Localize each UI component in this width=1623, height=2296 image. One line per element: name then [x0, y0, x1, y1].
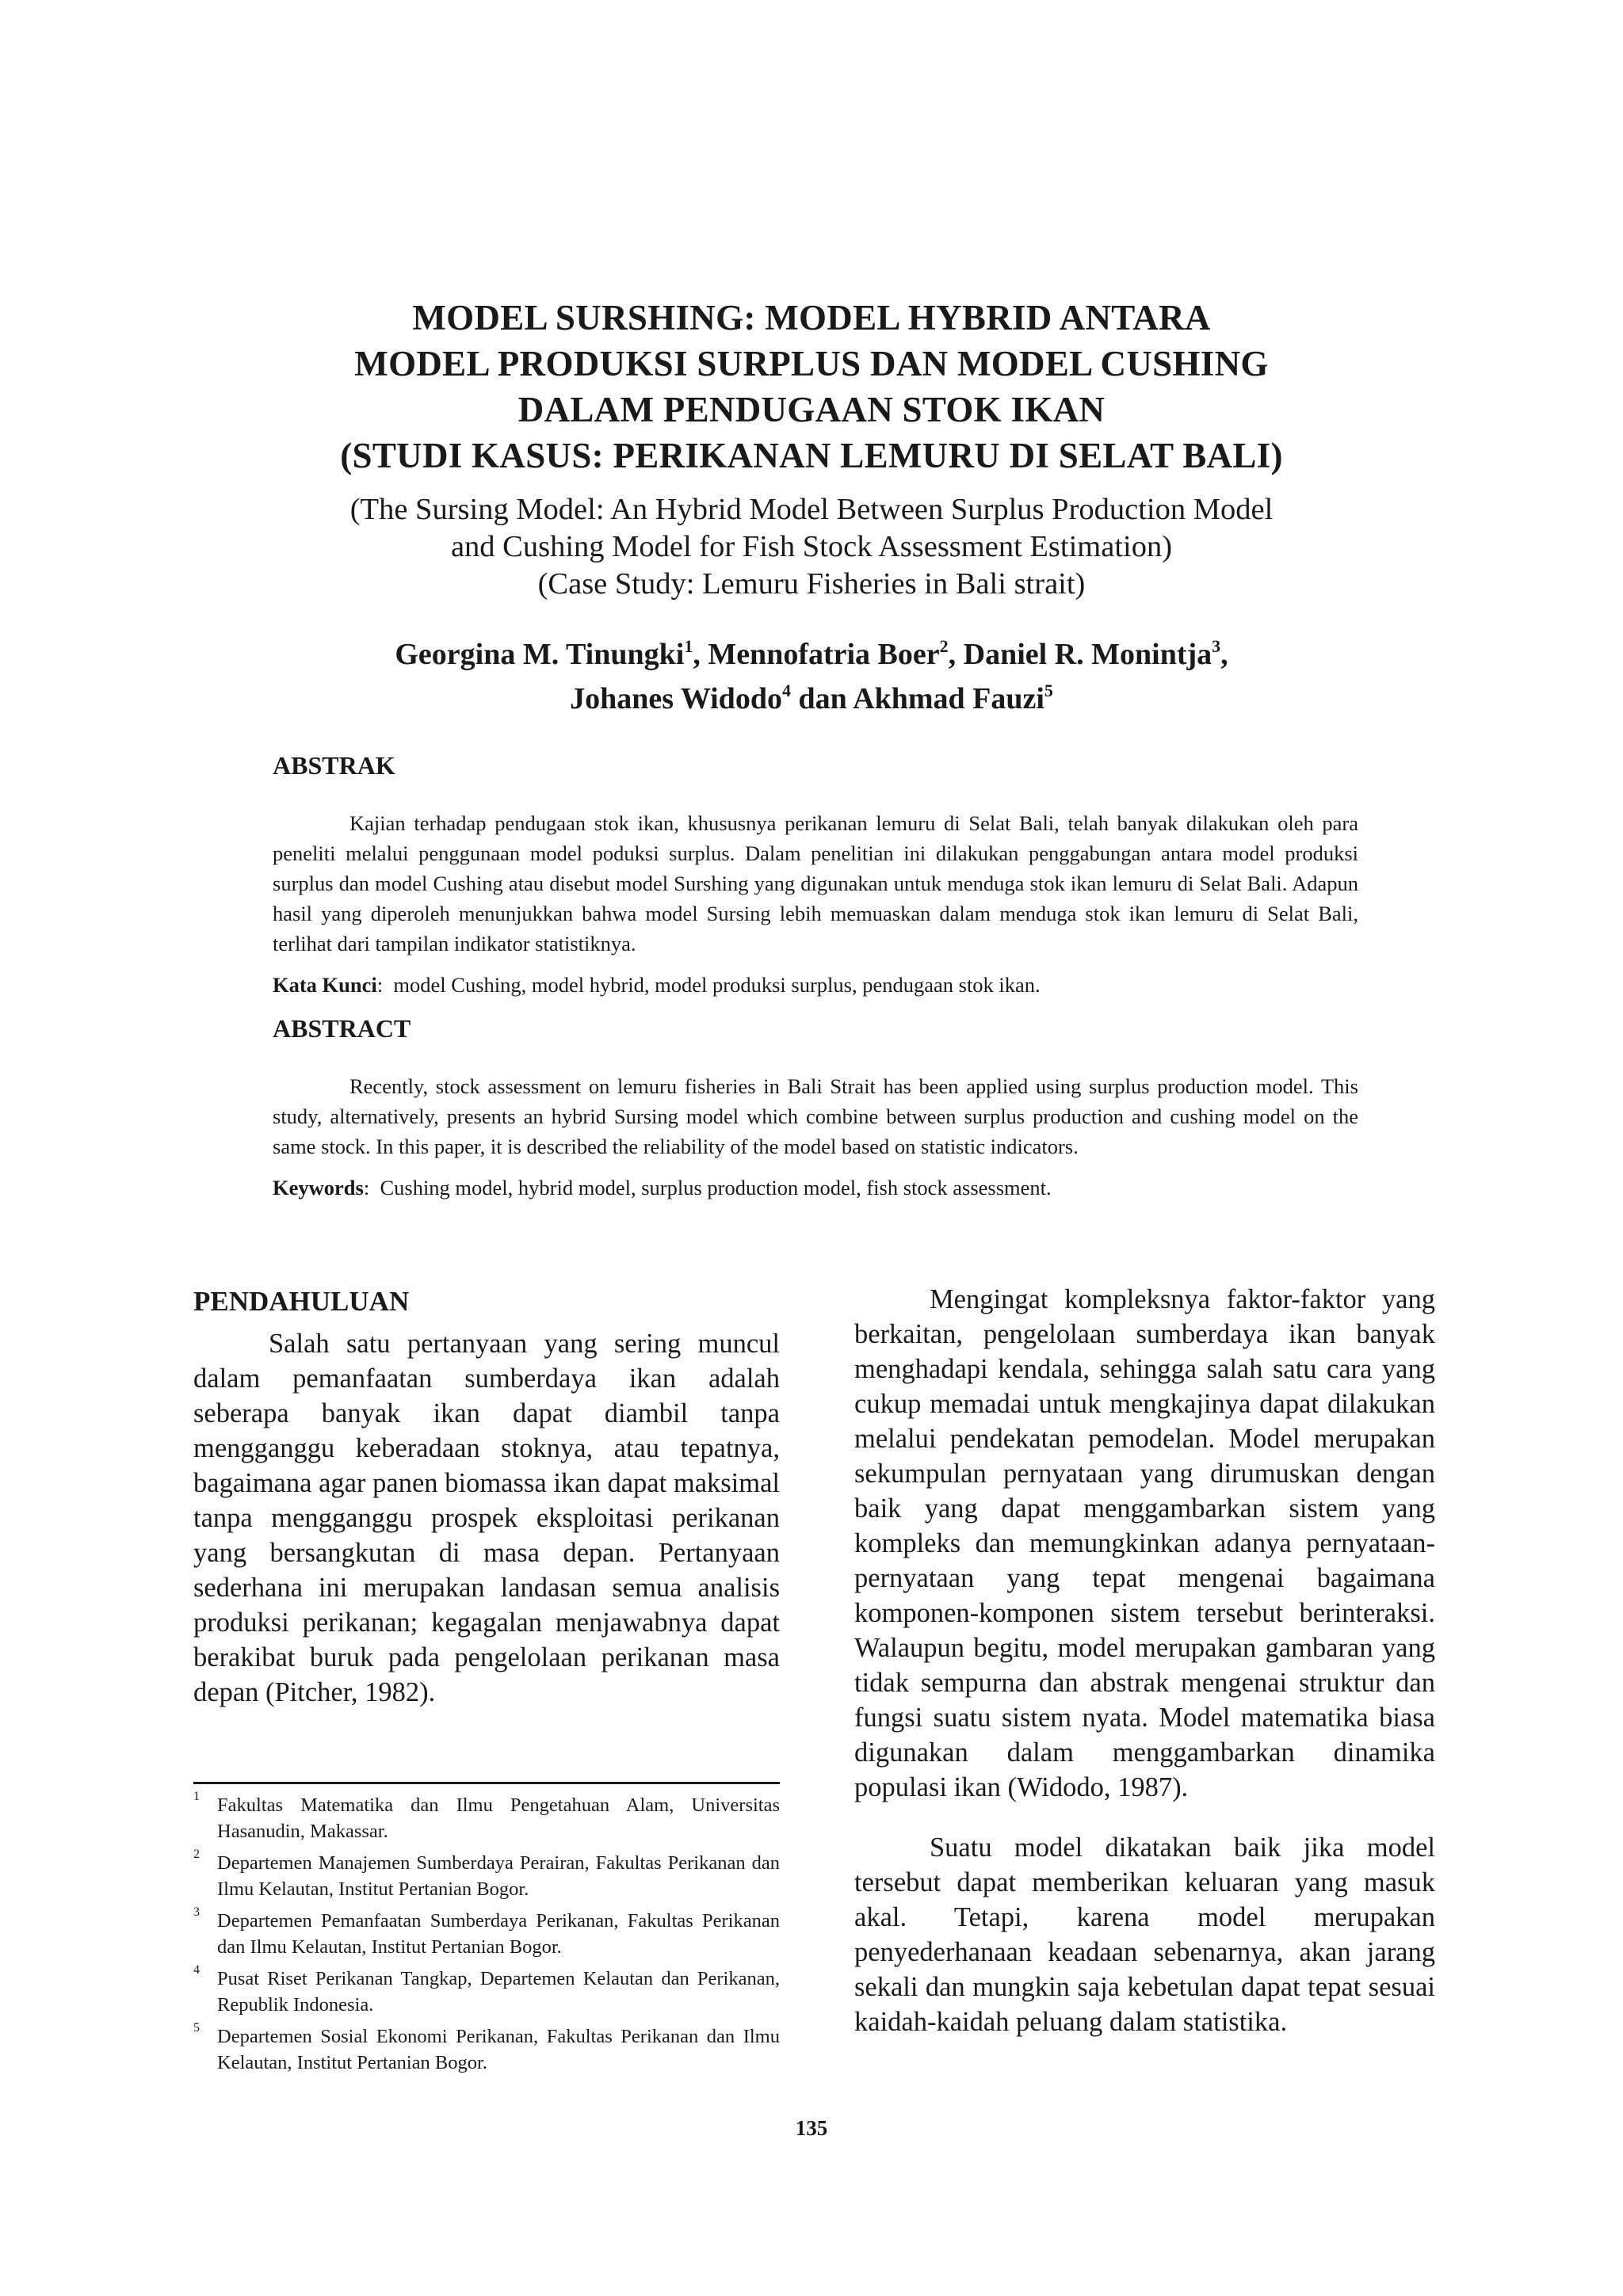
author-name: Daniel R. Monintja: [963, 638, 1212, 671]
left-column: [193, 1282, 780, 1710]
author-line-2: [238, 677, 1385, 721]
footnote: [193, 1850, 780, 1902]
subtitle-line: (The Sursing Model: An Hybrid Model Between Surplus Production Model: [349, 493, 1274, 526]
paper-subtitle: [238, 491, 1385, 603]
keywords-label: Kata Kunci: [273, 973, 377, 997]
page-number: 135: [795, 2116, 828, 2140]
footnote-text: Fakultas Matematika dan Ilmu Pengetahuan Alam, Universitas Hasanudin, Makassar.: [217, 1794, 780, 1842]
title-line: DALAM PENDUGAAN STOK IKAN: [517, 390, 1106, 429]
footnote: [193, 2023, 780, 2076]
footnote-number: 5: [193, 2021, 200, 2035]
author-affiliation-mark: 3: [1212, 636, 1221, 656]
footnotes: [193, 1792, 780, 2081]
author-name: Akhmad Fauzi: [853, 682, 1044, 715]
title-line: MODEL PRODUKSI SURPLUS DAN MODEL CUSHING: [354, 344, 1269, 383]
abstract-keywords: Keywords: Cushing model, hybrid model, surplus production model, fish stock assessment.: [273, 1176, 1052, 1199]
footnote: [193, 1963, 780, 2018]
section-heading: PENDAHULUAN: [193, 1286, 410, 1317]
author-name: Johanes Widodo: [570, 682, 782, 715]
abstrak-heading: ABSTRAK: [273, 751, 395, 780]
author-affiliation-mark: 4: [781, 681, 791, 700]
footnote: [193, 1905, 780, 1960]
body-paragraph: Salah satu pertanyaan yang sering muncul dalam pemanfaatan sumberdaya ikan adalah seberapa banyak ikan dapat diambil tanpa mengganggu keberadaan stoknya, atau tepatnya, bagaimana agar panen biomassa ikan dapat maksimal tanpa mengganggu prospek eksploitasi perikanan yang bersangkutan di masa depan. Pertanyaan sederhana ini merupakan landasan semua analisis produksi perikanan; kegagalan menjawabnya dapat berakibat buruk pada pengelolaan perikanan masa depan (Pitcher, 1982).: [193, 1329, 780, 1707]
author-affiliation-mark: 5: [1044, 681, 1053, 700]
author-affiliation-mark: 2: [939, 636, 949, 656]
abstrak-body: Kajian terhadap pendugaan stok ikan, khususnya perikanan lemuru di Selat Bali, telah banyak dilakukan oleh para peneliti melalui penggunaan model poduksi surplus. Dalam penelitian ini dilakukan penggabungan antara model produksi surplus dan model Cushing atau disebut model Surshing yang digunakan untuk menduga stok ikan lemuru di Selat Bali. Adapun hasil yang diperoleh menunjukkan bahwa model Sursing lebih memuaskan dalam menduga stok ikan lemuru di Selat Bali, terlihat dari tampilan indikator statistiknya.: [273, 811, 1358, 955]
title-line: (STUDI KASUS: PERIKANAN LEMURU DI SELAT BALI): [340, 436, 1283, 475]
abstract-heading: ABSTRACT: [273, 1014, 411, 1043]
footnote-text: Departemen Pemanfaatan Sumberdaya Perikanan, Fakultas Perikanan dan Ilmu Kelautan, Institut Pertanian Bogor.: [217, 1910, 780, 1958]
right-column: [854, 1282, 1435, 2039]
keywords-text: Cushing model, hybrid model, surplus production model, fish stock assessment.: [380, 1176, 1052, 1199]
abstract-section: [273, 1013, 1358, 1203]
footnote-text: Pusat Riset Perikanan Tangkap, Departemen Kelautan dan Perikanan, Republik Indonesia.: [217, 1968, 780, 2016]
author-list: [238, 632, 1385, 721]
abstract-body: Recently, stock assessment on lemuru fisheries in Bali Strait has been applied using surplus production model. This study, alternatively, presents an hybrid Sursing model which combine between surplus production and cushing model on the same stock. In this paper, it is described the reliability of the model based on statistic indicators.: [273, 1074, 1358, 1158]
keywords-text: model Cushing, model hybrid, model produksi surplus, pendugaan stok ikan.: [393, 973, 1041, 997]
footnote-number: 1: [193, 1790, 200, 1803]
abstrak-section: [273, 749, 1358, 1000]
footnote-divider: [193, 1782, 780, 1784]
footnote-text: Departemen Sosial Ekonomi Perikanan, Fakultas Perikanan dan Ilmu Kelautan, Institut Pertanian Bogor.: [217, 2026, 780, 2073]
abstrak-keywords: Kata Kunci: model Cushing, model hybrid, model produksi surplus, pendugaan stok ikan.: [273, 973, 1041, 997]
subtitle-line: and Cushing Model for Fish Stock Assessment Estimation): [450, 530, 1173, 563]
footnote-number: 4: [193, 1963, 200, 1977]
author-conjunction: dan: [798, 682, 847, 715]
author-name: Mennofatria Boer: [708, 638, 940, 671]
author-name: Georgina M. Tinungki: [395, 638, 685, 671]
footnote-number: 2: [193, 1848, 200, 1861]
subtitle-line: (Case Study: Lemuru Fisheries in Bali strait): [537, 567, 1086, 601]
body-paragraph: Mengingat kompleksnya faktor-faktor yang berkaitan, pengelolaan sumberdaya ikan banyak menghadapi kendala, sehingga salah satu cara yang cukup memadai untuk mengkajinya dapat dilakukan melalui pendekatan pemodelan. Model merupakan sekumpulan pernyataan yang dirumuskan dengan baik yang dapat menggambarkan sistem yang kompleks dan memungkinkan adanya pernyataan-pernyataan yang tepat mengenai bagaimana komponen-komponen sistem tersebut berinteraksi. Walaupun begitu, model merupakan gambaran yang tidak sempurna dan abstrak mengenai struktur dan fungsi suatu sistem nyata. Model matematika biasa digunakan dalam menggambarkan dinamika populasi ikan (Widodo, 1987).: [854, 1284, 1435, 1802]
author-line-1: Georgina M. Tinungki$^1$, Mennofatria Boer$^2$, Daniel R. Monintja$^3$,: [395, 636, 1228, 671]
paper-title: [238, 295, 1385, 479]
footnote: [193, 1792, 780, 1844]
title-line: MODEL SURSHING: MODEL HYBRID ANTARA: [412, 298, 1211, 338]
keywords-label: Keywords: [273, 1176, 364, 1199]
body-paragraph: Suatu model dikatakan baik jika model tersebut dapat memberikan keluaran yang masuk akal. Tetapi, karena model merupakan penyederhanaan keadaan sebenarnya, akan jarang sekali dan mungkin saja kebetulan dapat tepat sesuai kaidah-kaidah peluang dalam statistika.: [854, 1833, 1435, 2037]
footnote-text: Departemen Manajemen Sumberdaya Perairan, Fakultas Perikanan dan Ilmu Kelautan, Institut Pertanian Bogor.: [217, 1852, 780, 1900]
footnote-number: 3: [193, 1905, 200, 1919]
author-affiliation-mark: 1: [684, 636, 693, 656]
